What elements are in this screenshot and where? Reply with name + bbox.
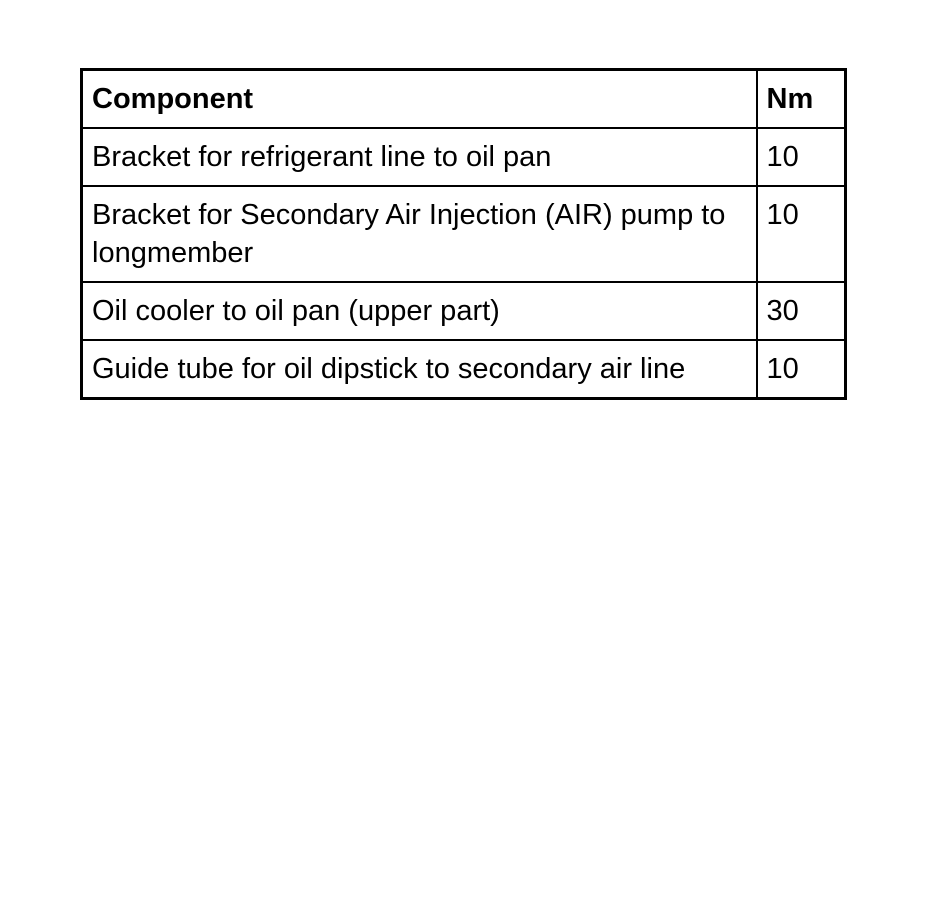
cell-nm: 30 [757, 282, 846, 340]
cell-component: Bracket for Secondary Air Injection (AIR) pump to longmember [82, 186, 757, 282]
column-header-nm: Nm [757, 70, 846, 129]
cell-nm: 10 [757, 340, 846, 399]
table-row [82, 186, 846, 282]
table-row [82, 128, 846, 186]
cell-component: Guide tube for oil dipstick to secondary air line [82, 340, 757, 399]
torque-spec-table [80, 68, 847, 400]
table-row [82, 282, 846, 340]
cell-component: Oil cooler to oil pan (upper part) [82, 282, 757, 340]
cell-component: Bracket for refrigerant line to oil pan [82, 128, 757, 186]
column-header-component: Component [82, 70, 757, 129]
table-header [82, 70, 846, 129]
cell-nm: 10 [757, 186, 846, 282]
cell-nm: 10 [757, 128, 846, 186]
table-row [82, 340, 846, 399]
table-body [82, 128, 846, 399]
table-header-row [82, 70, 846, 129]
